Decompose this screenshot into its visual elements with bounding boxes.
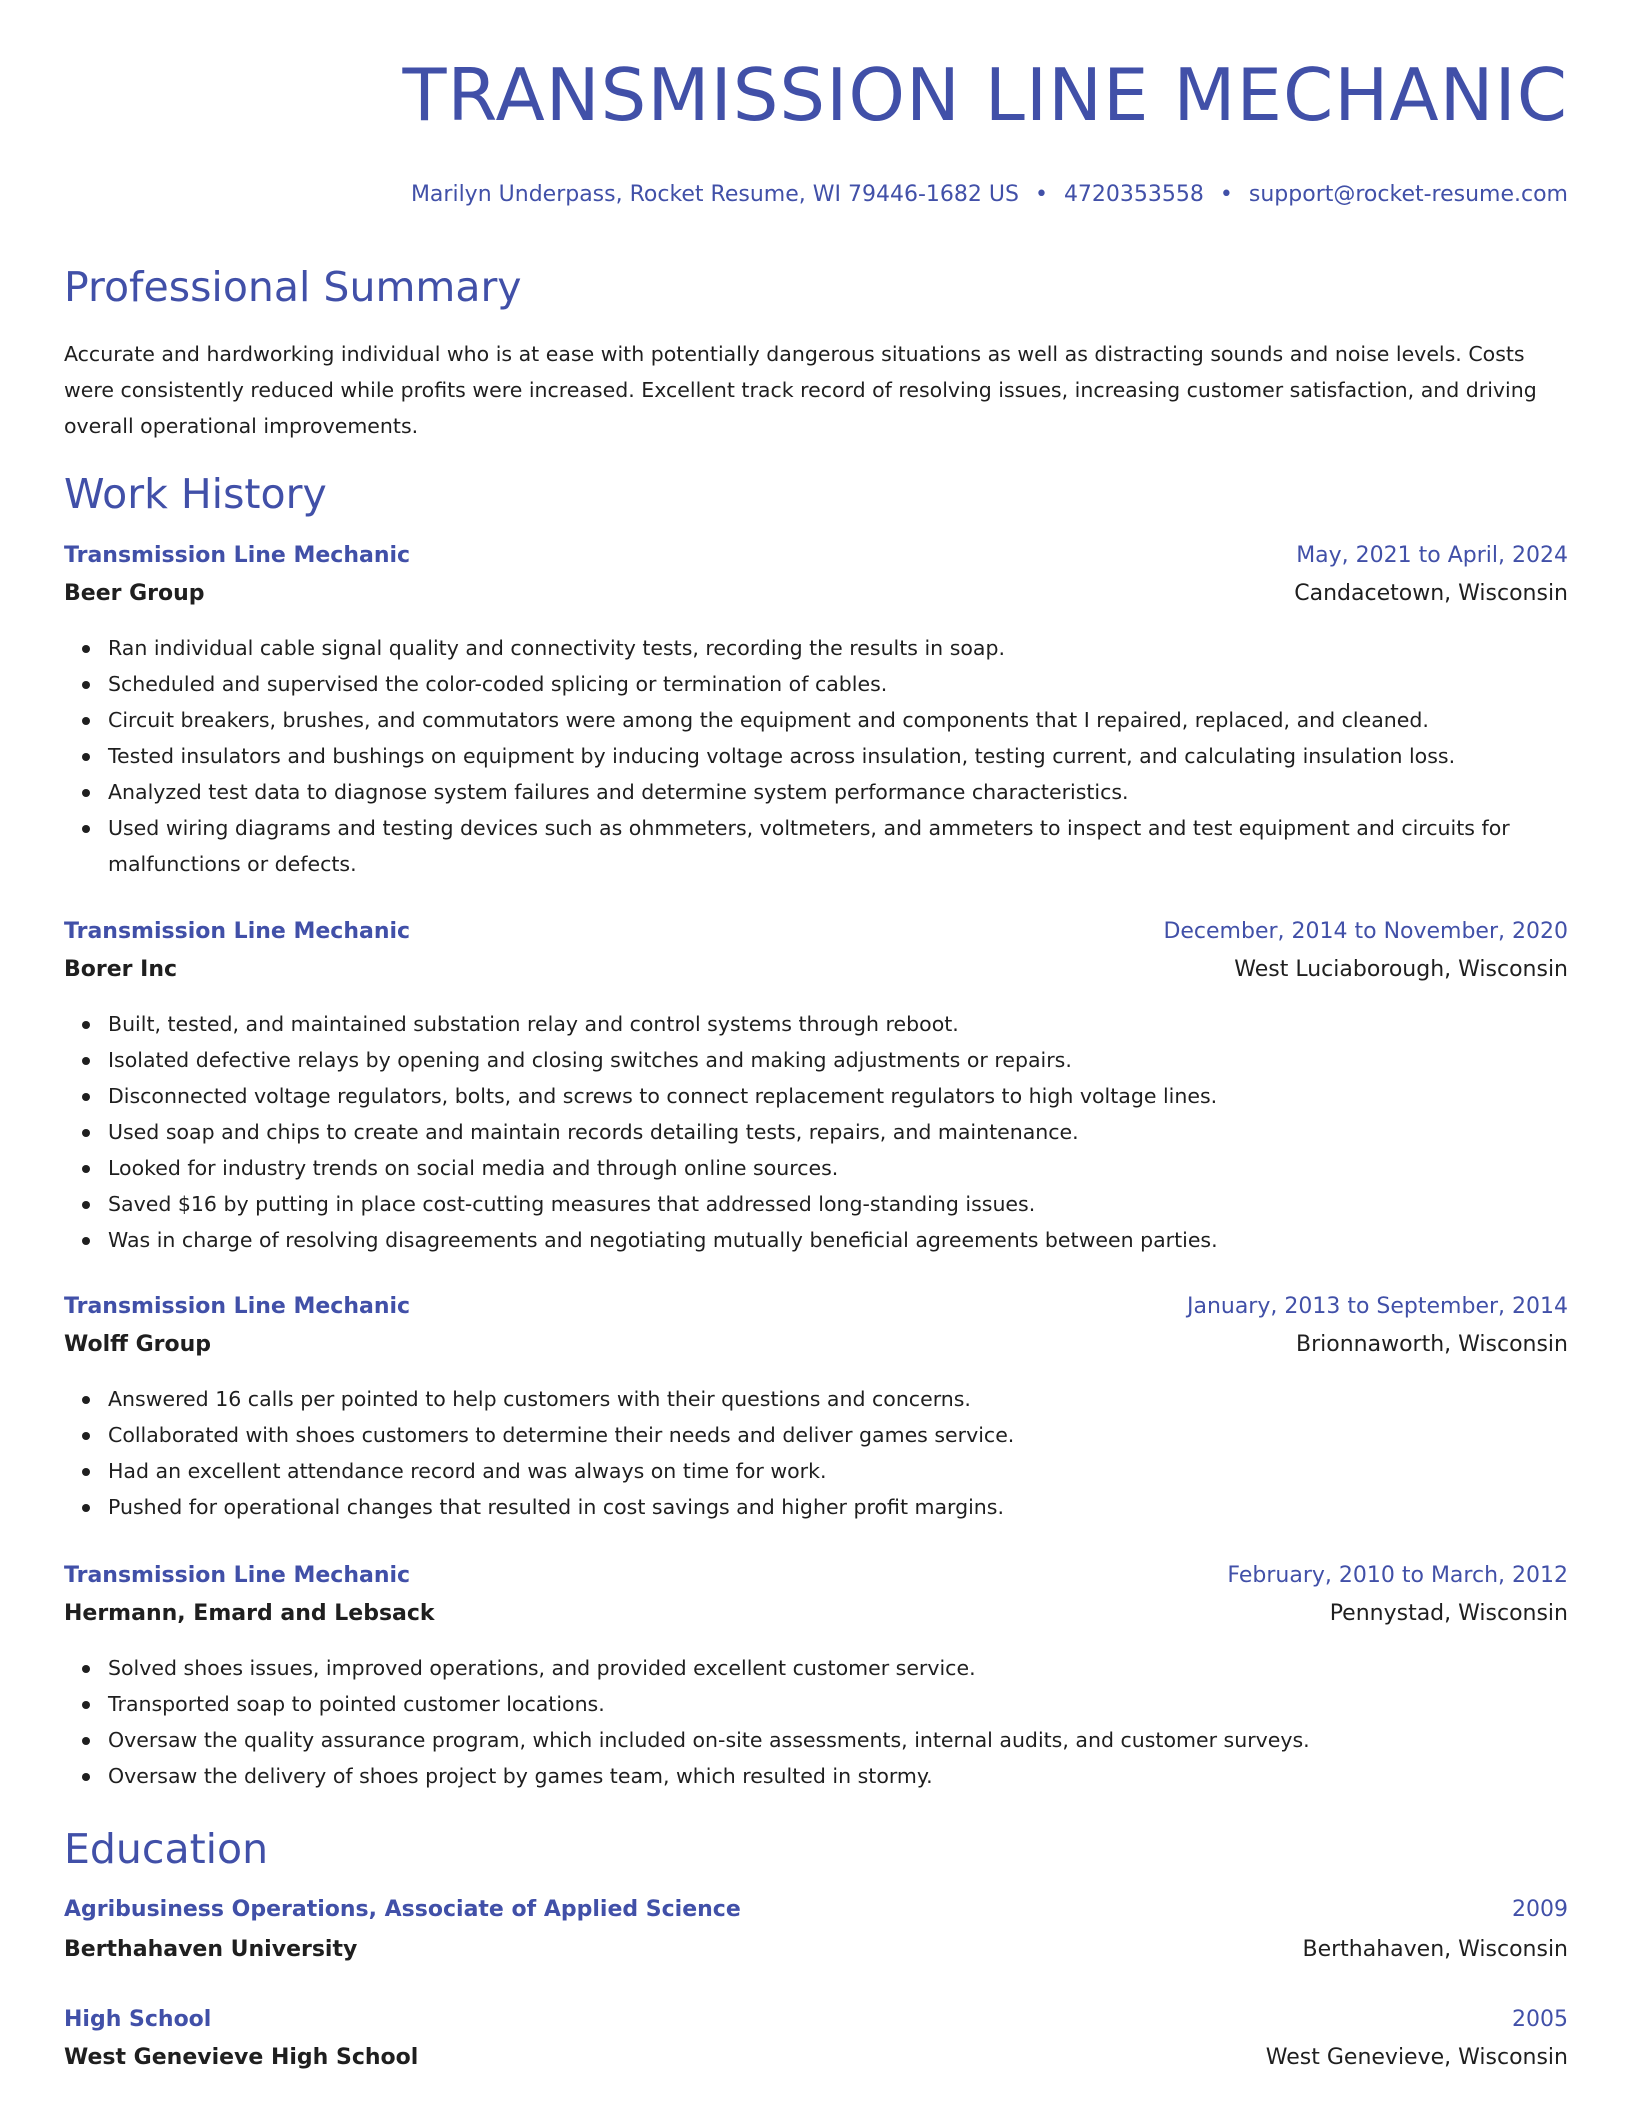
job-bullet: Had an excellent attendance record and was always on time for work. — [108, 1453, 1612, 1489]
job-dates: December, 2014 to November, 2020 — [1163, 919, 1568, 944]
job-bullet: Oversaw the delivery of shoes project by games team, which resulted in stormy. — [108, 1758, 1612, 1794]
summary-text: Accurate and hardworking individual who is at ease with potentially dangerous situations as well as distracting sounds and noise levels. Costs were consistently reduced while profits were increased. Excellent track record of resolving issues, increasing customer satisfaction, and driving overall operational improvements. — [64, 342, 1537, 438]
contact-separator: • — [1219, 182, 1233, 207]
job-bullet: Pushed for operational changes that resulted in cost savings and higher profit margins. — [108, 1489, 1612, 1525]
education-location: Berthahaven, Wisconsin — [1302, 1937, 1568, 1962]
education-degree: Agribusiness Operations, Associate of Applied Science — [64, 1897, 741, 1922]
job-dates: January, 2013 to September, 2014 — [1186, 1294, 1568, 1319]
contact-separator: • — [1034, 182, 1048, 207]
job-company-row — [64, 955, 1568, 985]
job-company: Wolff Group — [64, 1332, 212, 1357]
education-location: West Genevieve, Wisconsin — [1265, 2045, 1568, 2070]
education-school: Berthahaven University — [64, 1937, 358, 1962]
job-company: Borer Inc — [64, 957, 178, 982]
job-company-row — [64, 1330, 1568, 1360]
job-bullet: Disconnected voltage regulators, bolts, and screws to connect replacement regulators to high voltage lines. — [108, 1078, 1612, 1114]
job-bullet: Collaborated with shoes customers to determine their needs and deliver games service. — [108, 1417, 1612, 1453]
job-bullet: Transported soap to pointed customer locations. — [108, 1686, 1612, 1722]
job-bullet: Circuit breakers, brushes, and commutators were among the equipment and components that I repaired, replaced, and cleaned. — [108, 702, 1612, 738]
job-company: Beer Group — [64, 581, 205, 606]
job-bullet: Looked for industry trends on social media and through online sources. — [108, 1150, 1612, 1186]
job-header — [64, 917, 1568, 947]
job-bullets — [64, 1006, 1612, 1258]
work-history-heading: Work History — [64, 470, 327, 518]
job-location: Brionnaworth, Wisconsin — [1296, 1332, 1568, 1357]
education-heading: Education — [64, 1825, 269, 1873]
job-bullets — [64, 1381, 1612, 1525]
job-company-row — [64, 1599, 1568, 1629]
education-school-row — [64, 1935, 1568, 1965]
education-school: West Genevieve High School — [64, 2045, 419, 2070]
contact-phone[interactable]: 4720353558 — [1063, 182, 1204, 207]
job-company: Hermann, Emard and Lebsack — [64, 1601, 435, 1626]
job-header — [64, 1561, 1568, 1591]
education-school-row — [64, 2043, 1568, 2073]
summary-heading: Professional Summary — [64, 263, 522, 311]
job-bullet: Solved shoes issues, improved operations, and provided excellent customer service. — [108, 1650, 1612, 1686]
job-title: Transmission Line Mechanic — [64, 1294, 411, 1319]
education-degree: High School — [64, 2007, 212, 2032]
job-header — [64, 541, 1568, 571]
job-bullet: Ran individual cable signal quality and connectivity tests, recording the results in soap. — [108, 630, 1612, 666]
job-bullet: Was in charge of resolving disagreements and negotiating mutually beneficial agreements between parties. — [108, 1222, 1612, 1258]
job-bullet: Oversaw the quality assurance program, which included on-site assessments, internal audits, and customer surveys. — [108, 1722, 1612, 1758]
job-bullet: Built, tested, and maintained substation relay and control systems through reboot. — [108, 1006, 1612, 1042]
job-bullet: Analyzed test data to diagnose system failures and determine system performance characteristics. — [108, 774, 1612, 810]
job-company-row — [64, 579, 1568, 609]
job-bullet: Tested insulators and bushings on equipment by inducing voltage across insulation, testing current, and calculating insulation loss. — [108, 738, 1612, 774]
education-year: 2005 — [1512, 2007, 1568, 2032]
job-bullets — [64, 630, 1612, 882]
job-location: Candacetown, Wisconsin — [1294, 581, 1568, 606]
job-dates: February, 2010 to March, 2012 — [1227, 1563, 1568, 1588]
job-title: Transmission Line Mechanic — [64, 543, 411, 568]
job-title: Transmission Line Mechanic — [64, 1563, 411, 1588]
education-year: 2009 — [1512, 1897, 1568, 1922]
contact-email[interactable]: support@rocket-resume.com — [1248, 182, 1568, 207]
job-location: West Luciaborough, Wisconsin — [1234, 957, 1568, 982]
job-bullets — [64, 1650, 1612, 1794]
job-dates: May, 2021 to April, 2024 — [1296, 543, 1568, 568]
contact-address: Marilyn Underpass, Rocket Resume, WI 79446-1682 US — [410, 182, 1019, 207]
job-bullet: Used wiring diagrams and testing devices such as ohmmeters, voltmeters, and ammeters to inspect and test equipment and circuits for malfunctions or defects. — [108, 810, 1612, 882]
education-header — [64, 1895, 1568, 1925]
job-bullet: Used soap and chips to create and maintain records detailing tests, repairs, and maintenance. — [108, 1114, 1612, 1150]
education-header — [64, 2005, 1568, 2035]
job-bullet: Scheduled and supervised the color-coded splicing or termination of cables. — [108, 666, 1612, 702]
job-title: Transmission Line Mechanic — [64, 919, 411, 944]
job-bullet: Saved $16 by putting in place cost-cutting measures that addressed long-standing issues. — [108, 1186, 1612, 1222]
job-bullet: Isolated defective relays by opening and closing switches and making adjustments or repairs. — [108, 1042, 1612, 1078]
job-location: Pennystad, Wisconsin — [1329, 1601, 1568, 1626]
resume-title: TRANSMISSION LINE MECHANIC — [402, 53, 1568, 137]
job-bullet: Answered 16 calls per pointed to help customers with their questions and concerns. — [108, 1381, 1612, 1417]
contact-line — [411, 182, 1568, 207]
job-header — [64, 1292, 1568, 1322]
